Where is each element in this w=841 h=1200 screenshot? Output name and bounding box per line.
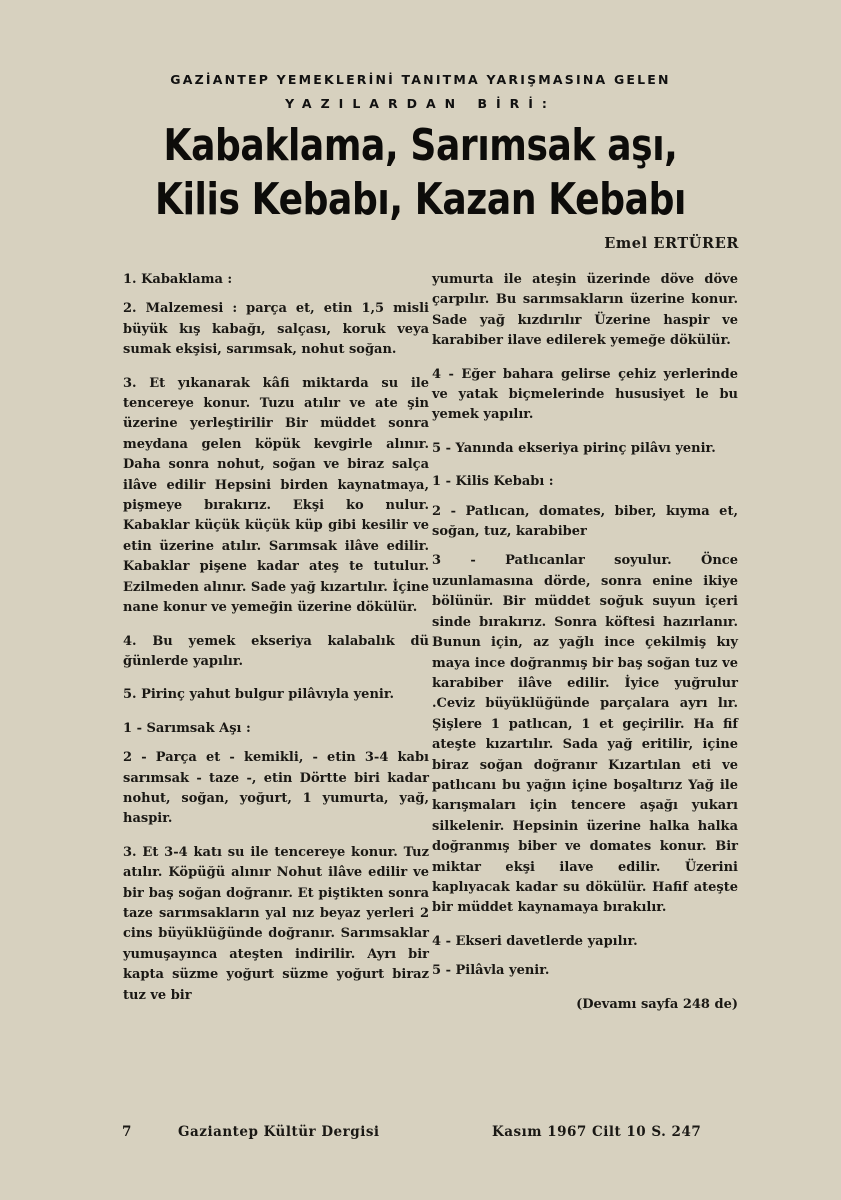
paragraph: 2 - Parça et - kemikli, - etin 3-4 kabı sarımsak - taze -, etin Dörtte biri kadar nohut, soğan, yoğurt, 1 yumurta, yağ, haspir. <box>123 750 429 827</box>
paragraph: 2 - Patlıcan, domates, biber, kıyma et, soğan, tuz, karabiber <box>432 503 738 540</box>
paragraph: 5 - Yanında ekseriya pirinç pilâvı yenir. <box>432 440 716 456</box>
right-column <box>432 270 738 1015</box>
kicker-line-2: YAZILARDAN BİRİ: <box>285 96 556 111</box>
issue-info: Kasım 1967 Cilt 10 S. 247 <box>492 1124 702 1140</box>
article-title-line-1: Kabaklama, Sarımsak aşı, <box>163 120 678 171</box>
paragraph: 3. Et yıkanarak kâfi miktarda su ile tencereye konur. Tuzu atılır ve ate şin üzerine yerleştirilir Bir müddet sonra meydana gelen köpük kevgirle alınır. Daha sonra nohut, soğan ve biraz salça ilâve edilir Hepsini birden kaynatmaya, pişmeye bırakırız. Ekşi ko nulur. Kabaklar küçük küçük küp gibi kesilir ve etin üzerine atılır. Sarımsak ilâve edilir. Kabaklar pişene kadar ateş te tutulur. Ezilmeden alınır. Sade yağ kızartılır. İçine nane konur ve yemeğin üzerine dökülür. <box>123 375 430 616</box>
section-heading-kabaklama: 1. Kabaklama : <box>123 272 233 287</box>
continuation-note: (Devamı sayfa 248 de) <box>576 996 738 1012</box>
paragraph: 4 - Ekseri davetlerde yapılır. <box>432 933 638 949</box>
paragraph: 3. Et 3-4 katı su ile tencereye konur. Tuz atılır. Köpüğü alınır Nohut ilâve edilir ve bir baş soğan doğranır. Et piştikten sonra taze sarımsakların yal nız beyaz yerleri 2 cins büyüklüğünde doğranır. Sarımsaklar yumuşayınca ateşten indirilir. Ayrı bir kapta süzme yoğurt süzme yoğurt biraz tuz ve bir <box>123 844 429 1003</box>
paragraph: 4 - Eğer bahara gelirse çehiz yerlerinde ve yatak biçmelerinde hususiyet le bu yemek yapılır. <box>432 366 738 423</box>
paragraph: 4. Bu yemek ekseriya kalabalık dü ğünlerde yapılır. <box>123 633 429 669</box>
page-number: 7 <box>122 1124 132 1140</box>
section-heading-kilis-kebabi: 1 - Kilis Kebabı : <box>432 474 554 490</box>
journal-name: Gaziantep Kültür Dergisi <box>178 1124 380 1140</box>
paragraph: 5 - Pilâvla yenir. <box>432 963 550 979</box>
author-name: Emel ERTÜRER <box>604 235 739 252</box>
article-title-line-2: Kilis Kebabı, Kazan Kebabı <box>155 174 686 225</box>
paragraph: 2. Malzemesi : parça et, etin 1,5 misli büyük kış kabağı, salçası, koruk veya sumak ekşisi, sarımsak, nohut soğan. <box>123 301 429 358</box>
left-column <box>123 270 429 1006</box>
paragraph: yumurta ile ateşin üzerinde döve döve çarpılır. Bu sarımsakların üzerine konur. Sade yağ kızdırılır Üzerine haspir ve karabiber ilave edilerek yemeğe dökülür. <box>432 272 738 349</box>
section-heading-sarimsak-asi: 1 - Sarımsak Aşı : <box>123 720 251 736</box>
paragraph: 5. Pirinç yahut bulgur pilâvıyla yenir. <box>123 687 395 703</box>
paragraph: 3 - Patlıcanlar soyulur. Önce uzunlamasına dörde, sonra enine ikiye bölünür. Bir müddet soğuk suyun içeri sinde bırakırız. Sonra köftesi hazırlanır. Bunun için, az yağlı ince çekilmiş kıy maya ince doğranmış bir baş soğan tuz ve karabiber ilâve edilir. İyice yuğrulur .Ceviz büyüklüğünde parçalara ayrı lır. Şişlere 1 patlıcan, 1 et geçirilir. Ha fif ateşte kızartılır. Sada yağ eritilir, içine biraz soğan doğranır Kızartılan eti ve patlıcanı bu yağın içine boşaltırız Yağ ile karışmaları için tencere aşağı yukarı silkelenir. Hepsinin üzerine halka halka doğranmış biber ve domates konur. Bir miktar ekşi ilave edilir. Üzerini kaplıyacak kadar su dökülür. Hafif ateşte bir müddet kaynamaya bırakılır. <box>432 553 738 916</box>
kicker-line-1: GAZİANTEP YEMEKLERİNİ TANITMA YARIŞMASINA GELEN <box>170 72 671 87</box>
